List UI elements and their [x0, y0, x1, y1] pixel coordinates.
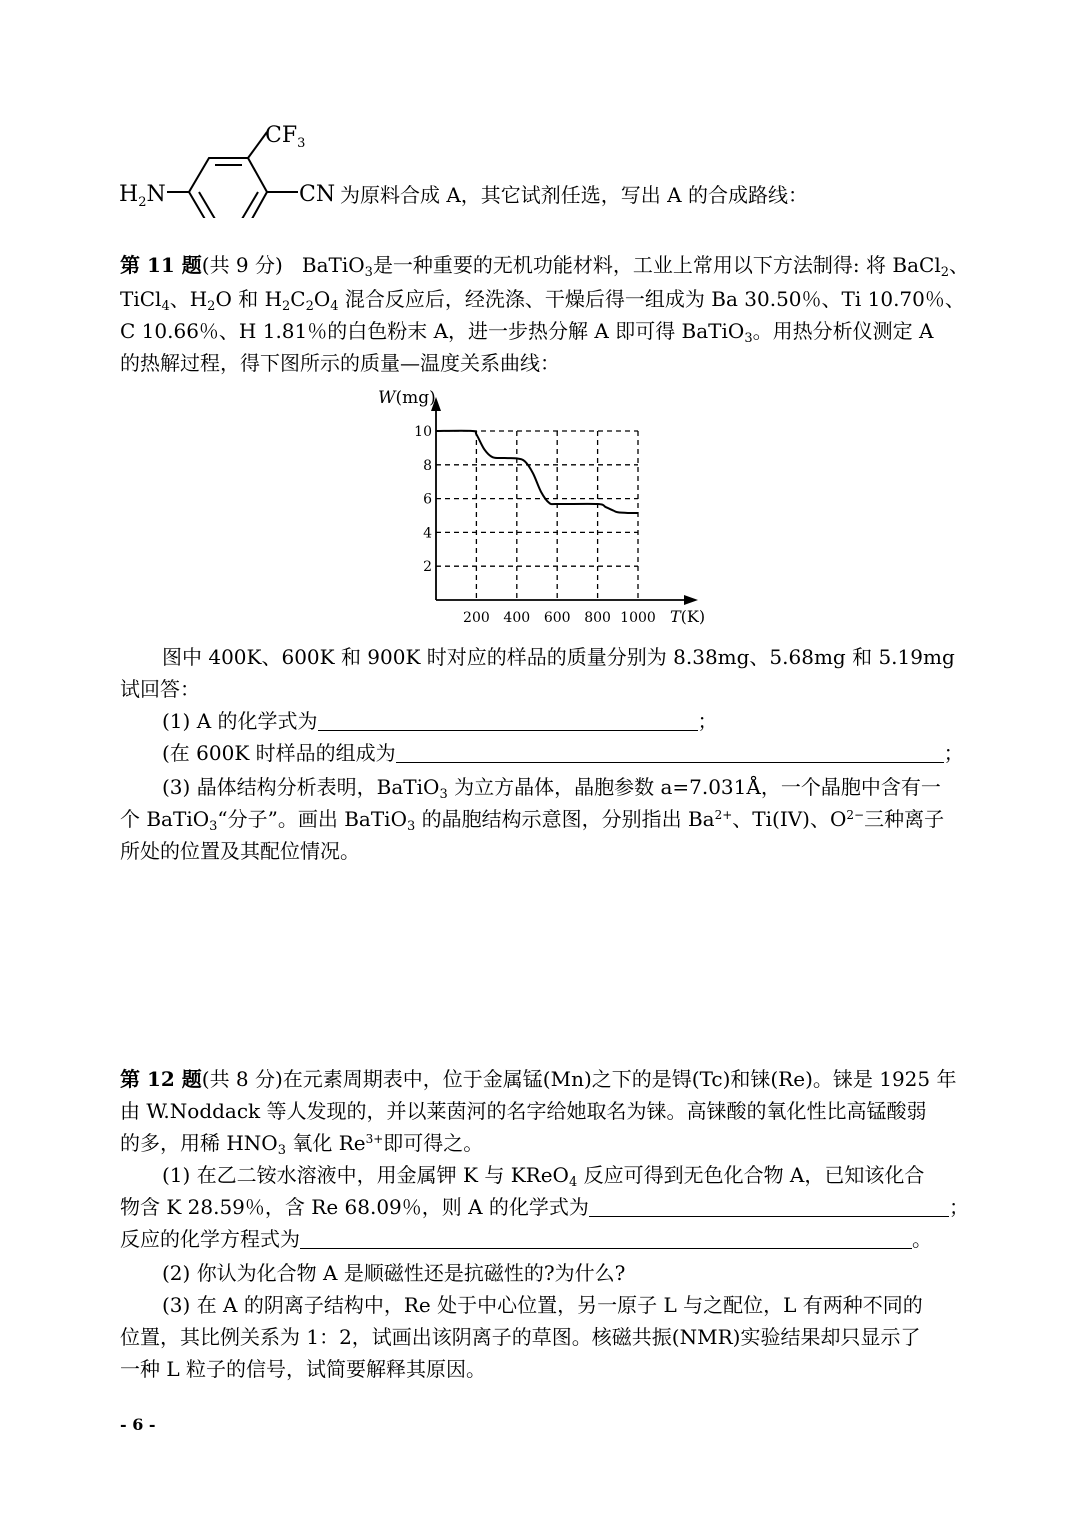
q12-part2: (2) 你认为化合物 A 是顺磁性还是抗磁性的?为什么?: [162, 1261, 626, 1285]
x-axis-label: T(K): [670, 607, 706, 626]
q12-part3-line2: 位置，其比例关系为 1：2，试画出该阴离子的草图。核磁共振(NMR)实验结果却只显示了: [120, 1325, 921, 1349]
y-tick-label-4: 4: [423, 525, 432, 542]
x-tick-label-1000: 1000: [620, 610, 656, 626]
q11-part3-line1: (3) 晶体结构分析表明，BaTiO$_3$ 为立方晶体，晶胞参数 a=7.031Å，一个晶胞中含有一: [162, 775, 941, 802]
q11-part3-line3: 所处的位置及其配位情况。: [120, 839, 360, 863]
q11-line2: TiCl$_4$、$H_2O$ 和 $H_2C_2O_4$ 混合反应后，经洗涤、干燥后得一组成为 Ba 30.50％、Ti 10.70％、: [120, 287, 965, 314]
q12-part1-line2: 物含 K 28.59％，含 Re 68.09％，则 A 的化学式为 ；: [120, 1195, 969, 1219]
cf3-label: $CF_3$: [265, 123, 306, 151]
q11-line4: 的热解过程，得下图所示的质量—温度关系曲线：: [120, 351, 560, 375]
page-number: - 6 -: [120, 1415, 156, 1434]
y-tick-label-6: 6: [423, 491, 432, 508]
cn-label: CN: [299, 182, 336, 207]
y-tick-label-8: 8: [423, 457, 432, 474]
x-tick-label-400: 400: [503, 610, 531, 626]
q12-part3-line1: (3) 在 A 的阴离子结构中，Re 处于中心位置，另一原子 L 与之配位，L 有两种不同的: [162, 1293, 923, 1317]
y-tick-label-2: 2: [423, 559, 432, 576]
q12-line1: 第 12 题(共 8 分)在元素周期表中，位于金属锰(Mn)之下的是锝(Tc)和铼(Re)。铼是 1925 年: [120, 1067, 957, 1091]
x-tick-label-200: 200: [463, 610, 490, 626]
q11-line3: C 10.66％、H 1.81％的白色粉末 A，进一步热分解 A 即可得 BaTiO$_3$。用热分析仪测定 A: [120, 319, 934, 346]
x-tick-label-800: 800: [584, 610, 611, 626]
q11-part3-line2: 个 BaTiO$_3$“分子”。画出 BaTiO$_3$ 的晶胞结构示意图，分别指出 $Ba^{2+}$、Ti(IV)、$O^{2-}$三种离子: [120, 807, 945, 834]
h2n-label: $H_2N$: [119, 182, 166, 210]
q11-part2: (在 600K 时样品的组成为 ；: [162, 741, 964, 765]
molecule-caption: 为原料合成 A，其它试剂任选，写出 A 的合成路线：: [340, 183, 808, 207]
y-tick-label-10: 10: [414, 424, 432, 440]
q11-note1: 图中 400K、600K 和 900K 时对应的样品的质量分别为 8.38mg、5.68mg 和 5.19mg: [162, 645, 955, 669]
mass-curve-line: [436, 431, 638, 513]
answer-blank-q12-1[interactable]: [589, 1196, 949, 1217]
answer-blank-q11-2[interactable]: [396, 742, 944, 763]
y-axis-label: W(mg): [378, 388, 436, 408]
mass-temperature-chart: [370, 385, 720, 630]
q11-line1: 第 11 题(共 9 分) BaTiO$_3$是一种重要的无机功能材料，工业上常用以下方法制得: 将 BaCl$_2$、: [120, 253, 969, 280]
x-tick-label-600: 600: [543, 610, 571, 626]
q12-part3-line3: 一种 L 粒子的信号，试简要解释其原因。: [120, 1357, 486, 1381]
q12-part1-line3: 反应的化学方程式为 。: [120, 1227, 932, 1251]
benzene-ring: [189, 158, 267, 218]
molecule-structure: [115, 118, 345, 218]
x-axis-arrow: [684, 595, 698, 605]
answer-blank-q11-1[interactable]: [318, 710, 698, 731]
answer-blank-q12-2[interactable]: [300, 1228, 912, 1249]
q11-label: 第 11 题: [120, 253, 202, 277]
q11-note2: 试回答：: [120, 677, 200, 701]
q12-line3: 的多，用稀 $HNO_3$ 氧化 $Re^{3+}$即可得之。: [120, 1131, 484, 1158]
q11-part1: (1) A 的化学式为 ；: [162, 709, 718, 733]
q12-line2: 由 W.Noddack 等人发现的，并以莱茵河的名字给她取名为铼。高铼酸的氧化性比高锰酸弱: [120, 1099, 927, 1123]
q12-part1-line1: (1) 在乙二铵水溶液中，用金属钾 K 与 KReO$_4$ 反应可得到无色化合物 A，已知该化合: [162, 1163, 925, 1190]
q12-label: 第 12 题: [120, 1067, 202, 1091]
